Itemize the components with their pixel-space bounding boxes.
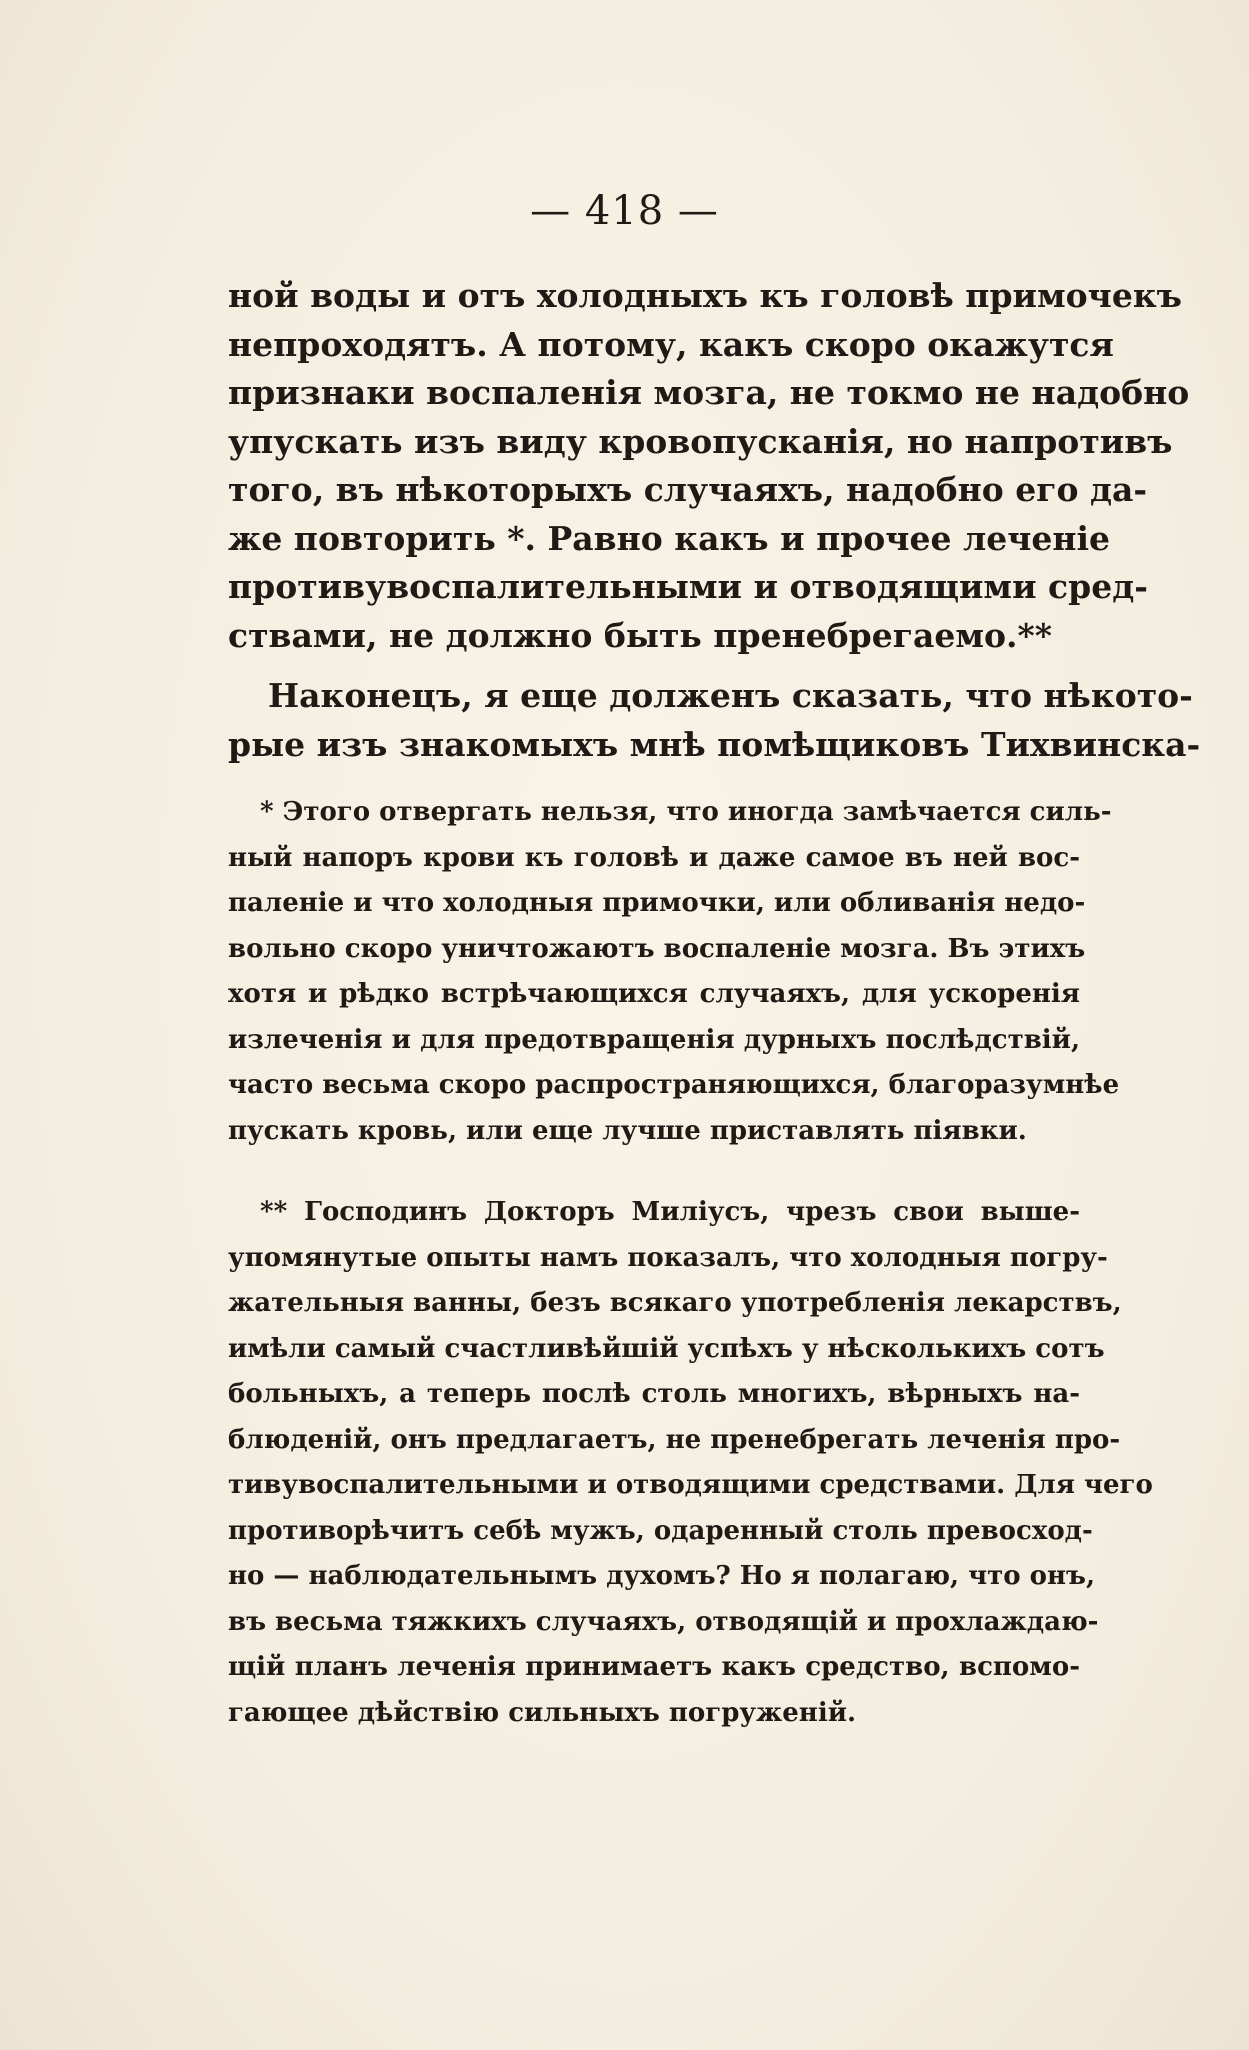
- footnote-line: * Этого отвергать нельзя, что иногда замѣчается силь-: [260, 797, 1112, 827]
- footnote-line: больныхъ, а теперь послѣ столь многихъ, вѣрныхъ на-: [228, 1379, 1080, 1409]
- footnote-line: имѣли самый счастливѣйшій успѣхъ у нѣсколькихъ сотъ: [228, 1333, 1105, 1364]
- footnote-line: но — наблюдательнымъ духомъ? Но я полагаю, что онъ,: [228, 1561, 1096, 1591]
- footnote-gap: [228, 1154, 1080, 1190]
- text-line: Наконецъ, я еще долженъ сказать, что нѣкото-: [268, 676, 1193, 715]
- paragraph-2: [228, 672, 1201, 769]
- footnote-line: тивувоспалительными и отводящими средствами. Для чего: [228, 1470, 1153, 1500]
- page-number: — 418 —: [530, 188, 719, 234]
- footnote-line: блюденій, онъ предлагаетъ, не пренебрегать леченія про-: [228, 1424, 1121, 1455]
- footnote-line: щій планъ леченія принимаетъ какъ средство, вспомо-: [228, 1652, 1080, 1682]
- footnote-line: излеченія и для предотвращенія дурныхъ послѣдствій,: [228, 1024, 1080, 1055]
- footnote-line: жательныя ванны, безъ всякаго употребленія лекарствъ,: [228, 1288, 1122, 1318]
- text-line: того, въ нѣкоторыхъ случаяхъ, надобно его да-: [228, 470, 1148, 509]
- text-line: упускать изъ виду кровопусканія, но напротивъ: [228, 421, 1173, 461]
- footnote-line: часто весьма скоро распространяющихся, благоразумнѣе: [228, 1070, 1120, 1100]
- main-text: [228, 272, 1201, 769]
- footnotes: [228, 790, 1153, 1736]
- footnote-1: [228, 790, 1120, 1154]
- footnote-2: [228, 1190, 1153, 1736]
- text-line: ной воды и отъ холодныхъ къ головѣ примочекъ: [228, 276, 1182, 315]
- footnote-line: въ весьма тяжкихъ случаяхъ, отводящій и прохлаждаю-: [228, 1606, 1099, 1637]
- footnote-line: гающее дѣйствію сильныхъ погруженій.: [228, 1697, 857, 1728]
- text-line: непроходятъ. А потому, какъ скоро окажутся: [228, 324, 1114, 364]
- text-line: рые изъ знакомыхъ мнѣ помѣщиковъ Тихвинска-: [228, 724, 1201, 764]
- text-line: признаки воспаленія мозга, не токмо не надобно: [228, 373, 1190, 412]
- footnote-line: паленіе и что холодныя примочки, или обливанія недо-: [228, 888, 1086, 918]
- text-line: ствами, не должно быть пренебрегаемо.**: [228, 615, 1053, 655]
- footnote-line: ** Господинъ Докторъ Миліусъ, чрезъ свои выше-: [260, 1197, 1080, 1227]
- footnote-line: пускать кровь, или еще лучше приставлять піявки.: [228, 1115, 1027, 1146]
- footnote-line: хотя и рѣдко встрѣчающихся случаяхъ, для ускоренія: [228, 979, 1080, 1009]
- footnote-line: противорѣчитъ себѣ мужъ, одаренный столь превосход-: [228, 1515, 1093, 1546]
- footnote-line: вольно скоро уничтожаютъ воспаленіе мозга. Въ этихъ: [228, 933, 1086, 964]
- paragraph-gap: [228, 660, 1080, 672]
- footnote-line: упомянутые опыты намъ показалъ, что холодныя погру-: [228, 1242, 1108, 1273]
- paragraph-1: [228, 272, 1190, 660]
- text-line: противувоспалительными и отводящими сред-: [228, 567, 1148, 606]
- footnote-line: ный напоръ крови къ головѣ и даже самое въ ней вос-: [228, 842, 1080, 873]
- text-line: же повторить *. Равно какъ и прочее леченіе: [228, 518, 1111, 558]
